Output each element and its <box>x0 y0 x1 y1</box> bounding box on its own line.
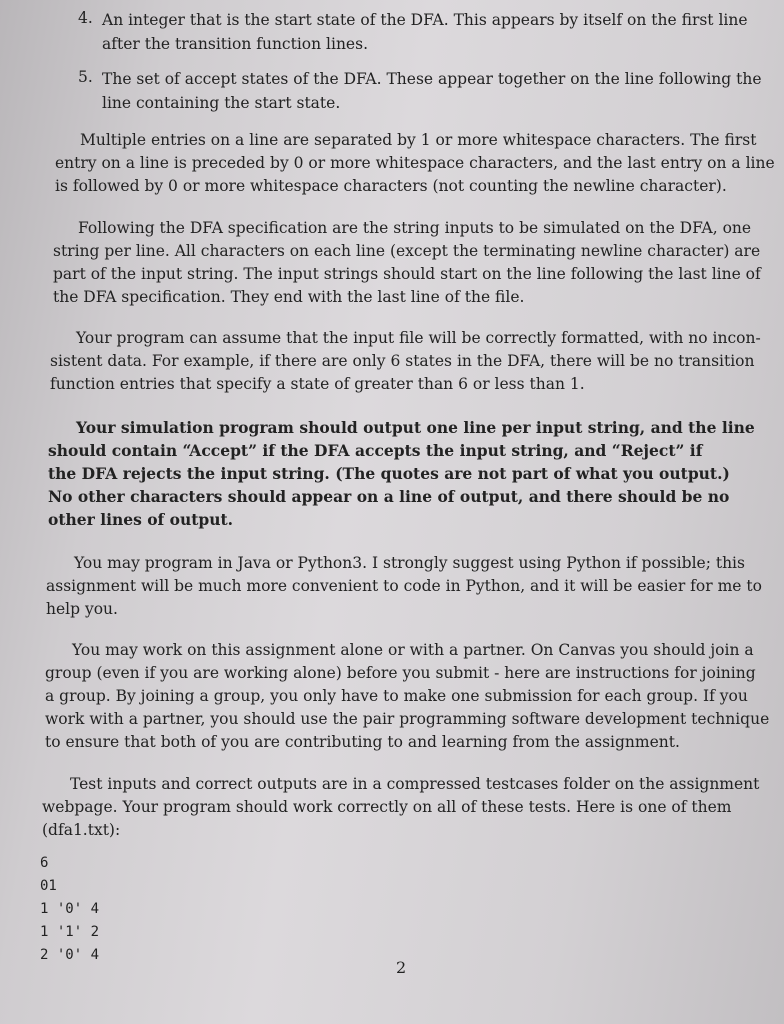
text-line: You may program in Java or Python3. I strongly suggest using Python if possible; this <box>74 554 745 572</box>
text-line: Your program can assume that the input file will be correctly formatted, with no incon- <box>76 329 761 347</box>
code-line: 01 <box>40 878 57 894</box>
text-line: the DFA specification. They end with the last line of the file. <box>53 288 525 306</box>
text-line: An integer that is the start state of the DFA. This appears by itself on the first line <box>102 11 748 29</box>
page-number: 2 <box>396 958 407 977</box>
list-number: 5. <box>78 68 93 86</box>
text-line: sistent data. For example, if there are only 6 states in the DFA, there will be no transition <box>50 352 755 370</box>
text-line: Your simulation program should output one line per input string, and the line <box>76 418 755 437</box>
text-line: line containing the start state. <box>102 94 341 112</box>
text-line: after the transition function lines. <box>102 35 368 53</box>
text-line: function entries that specify a state of greater than 6 or less than 1. <box>50 375 585 393</box>
text-line: to ensure that both of you are contributing to and learning from the assignment. <box>45 733 680 751</box>
code-line: 2 '0' 4 <box>40 947 100 963</box>
code-line: 1 '1' 2 <box>40 924 100 940</box>
text-line: Test inputs and correct outputs are in a compressed testcases folder on the assignment <box>70 775 760 793</box>
text-line: the DFA rejects the input string. (The quotes are not part of what you output.) <box>48 464 730 483</box>
text-line: webpage. Your program should work correctly on all of these tests. Here is one of them <box>42 798 732 816</box>
code-line: 1 '0' 4 <box>40 901 100 917</box>
text-line: No other characters should appear on a line of output, and there should be no <box>48 487 730 506</box>
text-line: You may work on this assignment alone or with a partner. On Canvas you should join a <box>72 641 754 659</box>
text-line: group (even if you are working alone) before you submit - here are instructions for joining <box>45 664 756 682</box>
text-line: (dfa1.txt): <box>42 821 121 839</box>
text-line: The set of accept states of the DFA. These appear together on the line following the <box>102 70 762 88</box>
text-line: should contain “Accept” if the DFA accepts the input string, and “Reject” if <box>48 441 703 460</box>
text-line: help you. <box>46 600 118 618</box>
text-line: entry on a line is preceded by 0 or more whitespace characters, and the last entry on a line <box>55 154 775 172</box>
code-line: 6 <box>40 855 49 871</box>
text-line: other lines of output. <box>48 510 234 529</box>
text-line: is followed by 0 or more whitespace characters (not counting the newline character). <box>55 177 727 195</box>
text-line: work with a partner, you should use the pair programming software development technique <box>45 710 770 728</box>
text-line: Multiple entries on a line are separated by 1 or more whitespace characters. The first <box>80 131 757 149</box>
text-line: part of the input string. The input strings should start on the line following the last line of <box>53 265 761 283</box>
text-line: Following the DFA specification are the string inputs to be simulated on the DFA, one <box>78 219 752 237</box>
text-line: assignment will be much more convenient to code in Python, and it will be easier for me to <box>46 577 762 595</box>
text-line: a group. By joining a group, you only have to make one submission for each group. If you <box>45 687 748 705</box>
list-number: 4. <box>78 9 93 27</box>
text-line: string per line. All characters on each line (except the terminating newline character) are <box>53 242 761 260</box>
